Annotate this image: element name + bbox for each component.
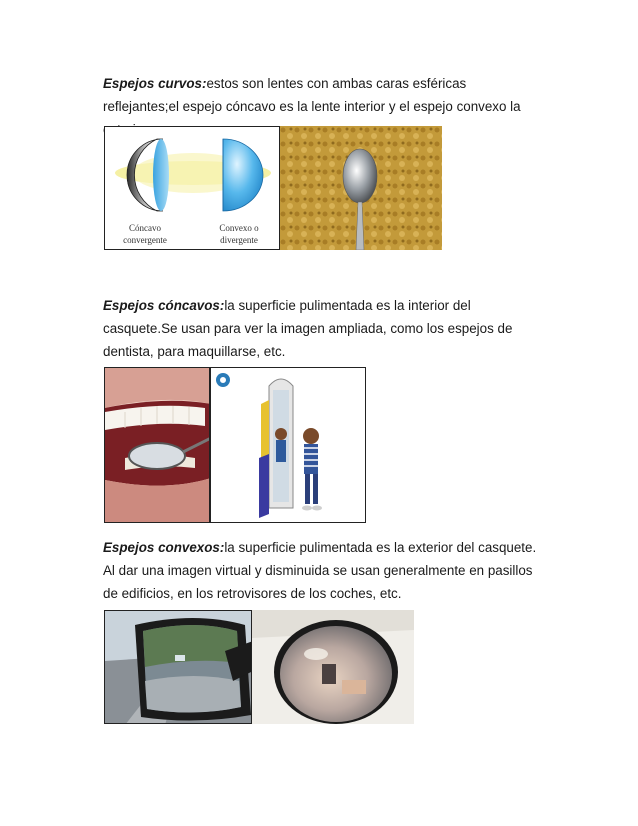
section-concavos-heading: Espejos cóncavos: — [103, 298, 225, 313]
section-convexos-heading: Espejos convexos: — [103, 540, 225, 555]
section-curvos-heading: Espejos curvos: — [103, 76, 207, 91]
convex-label-2: divergente — [220, 235, 258, 245]
section-curvos-text: estos son lentes con ambas caras esféricas reflejantes;el espejo cóncavo es la lente interior y el espejo convexo la — [103, 76, 521, 114]
concave-label-1: Cóncavo — [129, 223, 161, 233]
dentist-mirror-photo — [104, 367, 210, 523]
convex-label-1: Convexo o — [219, 223, 259, 233]
section-concavos-paragraph — [103, 294, 543, 363]
concave-convex-diagram — [104, 126, 280, 250]
section-concavos-text: la superficie pulimentada es la interior del casquete.Se usan para ver la imagen ampliada, como los espejos de dentista, para maquillarse, etc. — [103, 298, 513, 359]
section-convexos-text: la superficie pulimentada es la exterior del casquete. Al dar una imagen virtual y disminuida se usan generalmente en pasillos de edificios, en los retrovisores de los coches, etc. — [103, 540, 537, 601]
spoon-photo — [280, 126, 442, 250]
concave-label-2: convergente — [123, 235, 167, 245]
rearview-mirror-photo — [104, 610, 252, 724]
section-convexos-paragraph — [103, 536, 543, 605]
kids-mirror-photo — [210, 367, 366, 523]
dome-mirror-photo — [252, 610, 414, 724]
